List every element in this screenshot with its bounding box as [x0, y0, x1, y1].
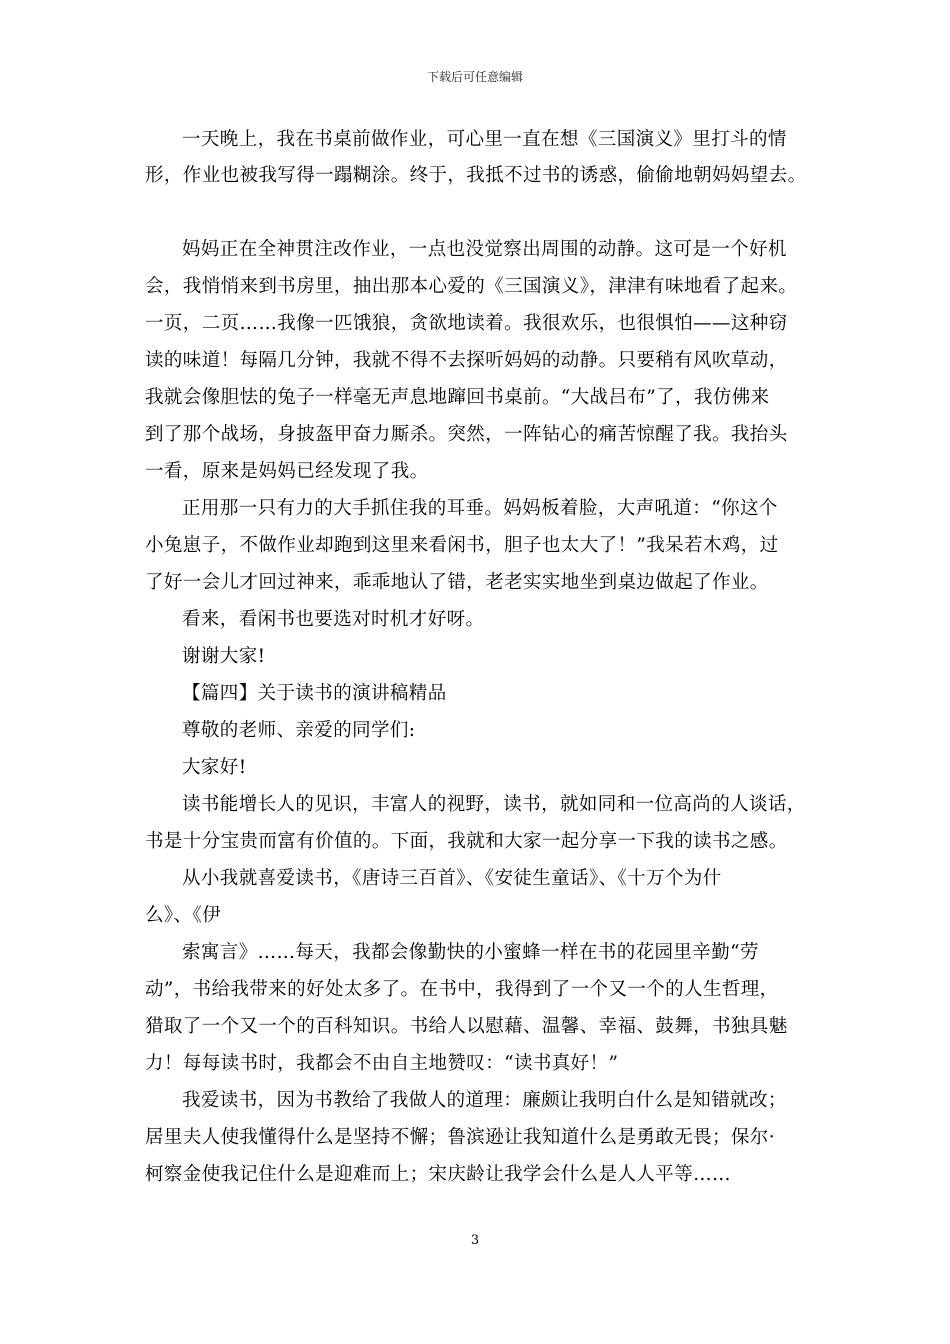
text-line: 看来，看闲书也要选对时机才好呀。: [182, 609, 485, 630]
text-line: 我就会像胆怯的兔子一样毫无声息地蹿回书桌前。“大战吕布”了，我仿佛来: [145, 387, 770, 408]
text-line: 读的味道！每隔几分钟，我就不得不去探听妈妈的动静。只要稍有风吹草动，: [145, 350, 788, 371]
text-line: 么》、《伊: [145, 905, 222, 926]
text-line: 书是十分宝贵而富有价值的。下面，我就和大家一起分享一下我的读书之感。: [145, 831, 788, 852]
text-line: 索寓言》……每天，我都会像勤快的小蜜蜂一样在书的花园里辛勤“劳: [182, 942, 759, 963]
text-line: 尊敬的老师、亲爱的同学们:: [182, 720, 416, 741]
text-line: 动”，书给我带来的好处太多了。在书中，我得到了一个又一个的人生哲理，: [145, 979, 779, 1000]
text-line: 正用那一只有力的大手抓住我的耳垂。妈妈板着脸，大声吼道：“你这个: [182, 498, 778, 519]
text-line: 居里夫人使我懂得什么是坚持不懈；鲁滨逊让我知道什么是勇敢无畏；保尔·: [145, 1127, 775, 1148]
text-line: 到了那个战场，身披盔甲奋力厮杀。突然，一阵钻心的痛苦惊醒了我。我抬头: [145, 424, 788, 445]
page-number: 3: [470, 1233, 480, 1248]
text-line: 读书能增长人的见识，丰富人的视野，读书，就如同和一位高尚的人谈话，: [182, 794, 806, 815]
text-line: 了好一会儿才回过神来，乖乖地认了错，老老实实地坐到桌边做起了作业。: [145, 572, 769, 593]
text-line: 谢谢大家!: [182, 646, 266, 667]
text-line: 小兔崽子，不做作业却跑到这里来看闲书，胆子也太大了！”我呆若木鸡，过: [145, 535, 779, 556]
text-line: 柯察金使我记住什么是迎难而上；宋庆龄让我学会什么是人人平等……: [145, 1164, 731, 1185]
text-line: 猎取了一个又一个的百科知识。书给人以慰藉、温馨、幸福、鼓舞，书独具魅: [145, 1016, 788, 1037]
section-heading: 【篇四】关于读书的演讲稿精品: [182, 683, 447, 704]
text-line: 会，我悄悄来到书房里，抽出那本心爱的《三国演义》，津津有味地看了起来。: [145, 276, 798, 297]
text-line: 形，作业也被我写得一蹋糊涂。终于，我抵不过书的诱惑，偷偷地朝妈妈望去。: [145, 165, 807, 186]
text-line: 力！每每读书时，我都会不由自主地赞叹：“读书真好！”: [145, 1053, 619, 1074]
text-line: 我爱读书，因为书教给了我做人的道理：廉颇让我明白什么是知错就改；: [182, 1090, 787, 1111]
page-header: 下载后可任意编辑: [426, 70, 523, 84]
text-line: 大家好!: [182, 757, 247, 778]
text-line: 一看，原来是妈妈已经发现了我。: [145, 461, 429, 482]
text-line: 妈妈正在全神贯注改作业，一点也没觉察出周围的动静。这可是一个好机: [182, 239, 787, 260]
text-line: 一天晚上，我在书桌前做作业，可心里一直在想《三国演义》里打斗的情: [182, 129, 787, 150]
text-line: 从小我就喜爱读书，《唐诗三百首》、《安徒生童话》、《十万个为什: [182, 868, 722, 889]
text-line: 一页，二页……我像一匹饿狼，贪欲地读着。我很欢乐，也很惧怕——这种窃: [145, 313, 788, 334]
